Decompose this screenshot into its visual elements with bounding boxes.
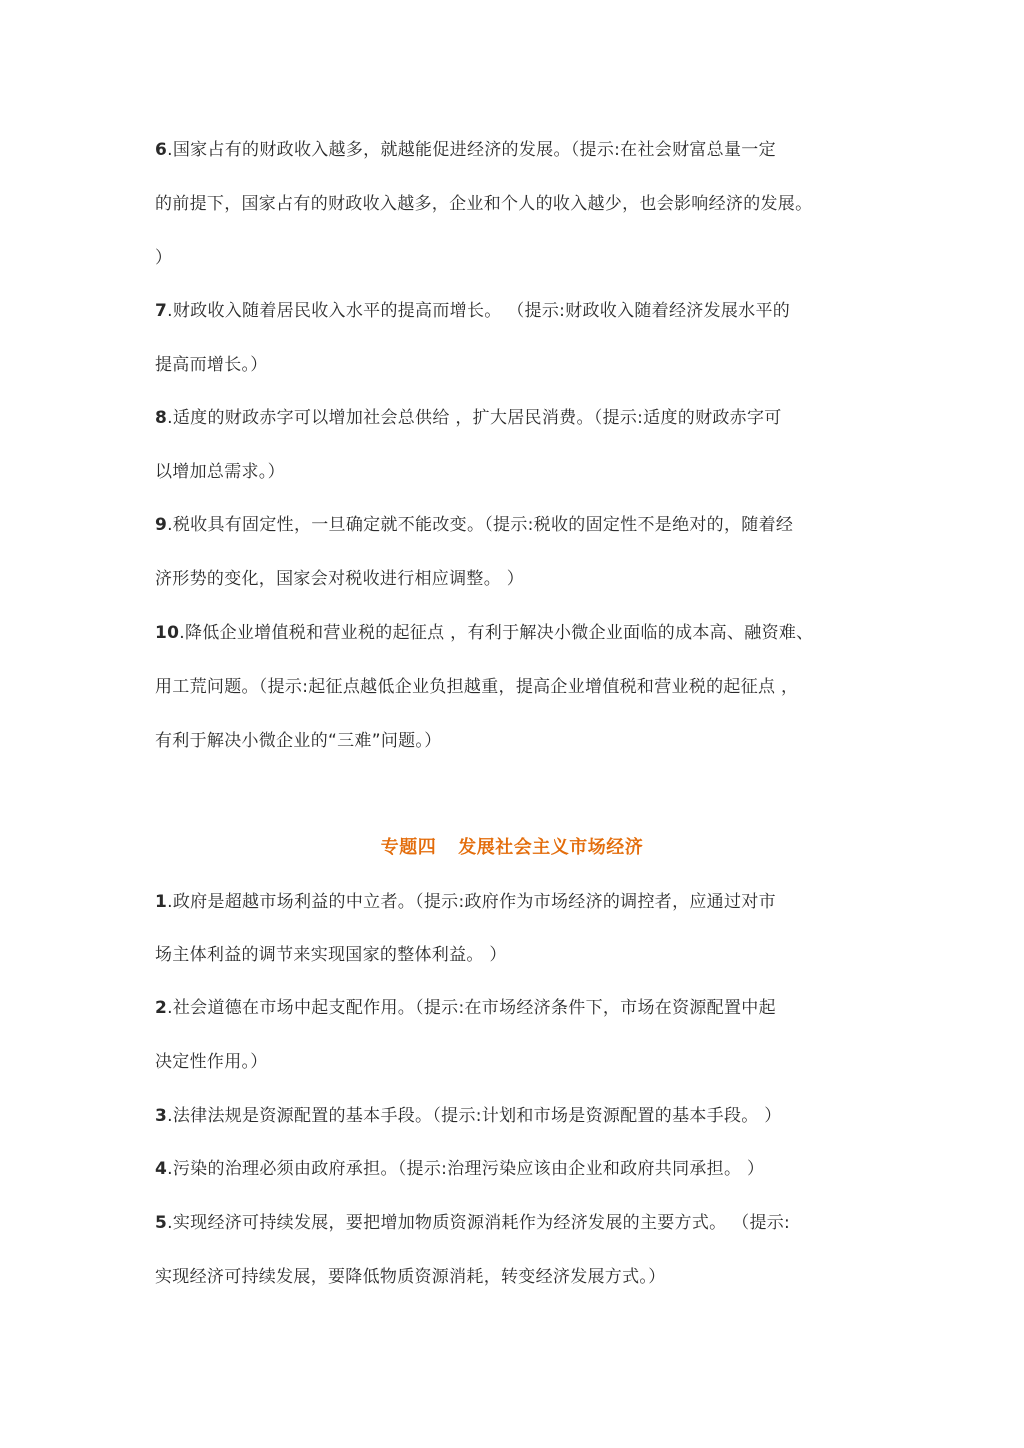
item-text: .法律法规是资源配置的基本手段。（提示:计划和市场是资源配置的基本手段。 ） (167, 1106, 782, 1126)
item-text: .污染的治理必须由政府承担。（提示:治理污染应该由企业和政府共同承担。 ） (167, 1159, 765, 1179)
item-6-line-3: ） (155, 248, 173, 268)
item-9-line-1 (155, 512, 885, 538)
section-title: 发展社会主义市场经济 (458, 837, 644, 858)
s4-item-3-line-1 (155, 1103, 885, 1129)
item-number: 1 (155, 892, 168, 912)
section-heading (0, 835, 1024, 861)
s4-item-1-line-2: 场主体利益的调节来实现国家的整体利益。 ） (155, 945, 507, 965)
item-text: .降低企业增值税和营业税的起征点 ，有利于解决小微企业面临的成本高、融资难、 (179, 623, 814, 643)
s4-item-1-line-1 (155, 889, 885, 915)
s4-item-2-line-1 (155, 995, 885, 1021)
item-10-line-2: 用工荒问题。（提示:起征点越低企业负担越重，提高企业增值税和营业税的起征点 ， (155, 677, 799, 697)
item-6-line-1 (155, 137, 885, 163)
item-number: 8 (155, 408, 168, 428)
item-text: .国家占有的财政收入越多，就越能促进经济的发展。（提示:在社会财富总量一定 (167, 140, 776, 160)
s4-item-4-line-1 (155, 1156, 885, 1182)
item-text: .政府是超越市场利益的中立者。（提示:政府作为市场经济的调控者，应通过对市 (167, 892, 776, 912)
item-text: .适度的财政赤字可以增加社会总供给 ，扩大居民消费。（提示:适度的财政赤字可 (167, 408, 782, 428)
item-number: 10 (155, 623, 180, 643)
item-number: 5 (155, 1213, 168, 1233)
item-number: 3 (155, 1106, 168, 1126)
item-number: 7 (155, 301, 168, 321)
item-text: .实现经济可持续发展，要把增加物质资源消耗作为经济发展的主要方式。 （提示: (167, 1213, 791, 1233)
item-8-line-1 (155, 405, 885, 431)
item-number: 9 (155, 515, 168, 535)
s4-item-2-line-2: 决定性作用。） (155, 1052, 268, 1072)
item-9-line-2: 济形势的变化，国家会对税收进行相应调整。 ） (155, 569, 525, 589)
item-text: .税收具有固定性，一旦确定就不能改变。（提示:税收的固定性不是绝对的，随着经 (167, 515, 794, 535)
item-7-line-2: 提高而增长。） (155, 355, 268, 375)
s4-item-5-line-2: 实现经济可持续发展，要降低物质资源消耗，转变经济发展方式。） (155, 1267, 666, 1287)
item-7-line-1 (155, 298, 885, 324)
item-number: 4 (155, 1159, 168, 1179)
item-text: .财政收入随着居民收入水平的提高而增长。 （提示:财政收入随着经济发展水平的 (167, 301, 791, 321)
item-number: 6 (155, 140, 168, 160)
item-10-line-1 (155, 620, 885, 646)
section-number: 专题四 (380, 837, 437, 858)
item-text: .社会道德在市场中起支配作用。（提示:在市场经济条件下，市场在资源配置中起 (167, 998, 776, 1018)
item-6-line-2: 的前提下，国家占有的财政收入越多，企业和个人的收入越少，也会影响经济的发展。 (155, 194, 813, 214)
s4-item-5-line-1 (155, 1210, 885, 1236)
item-number: 2 (155, 998, 168, 1018)
item-10-line-3: 有利于解决小微企业的“三难”问题。） (155, 731, 442, 751)
item-8-line-2: 以增加总需求。） (155, 462, 285, 482)
